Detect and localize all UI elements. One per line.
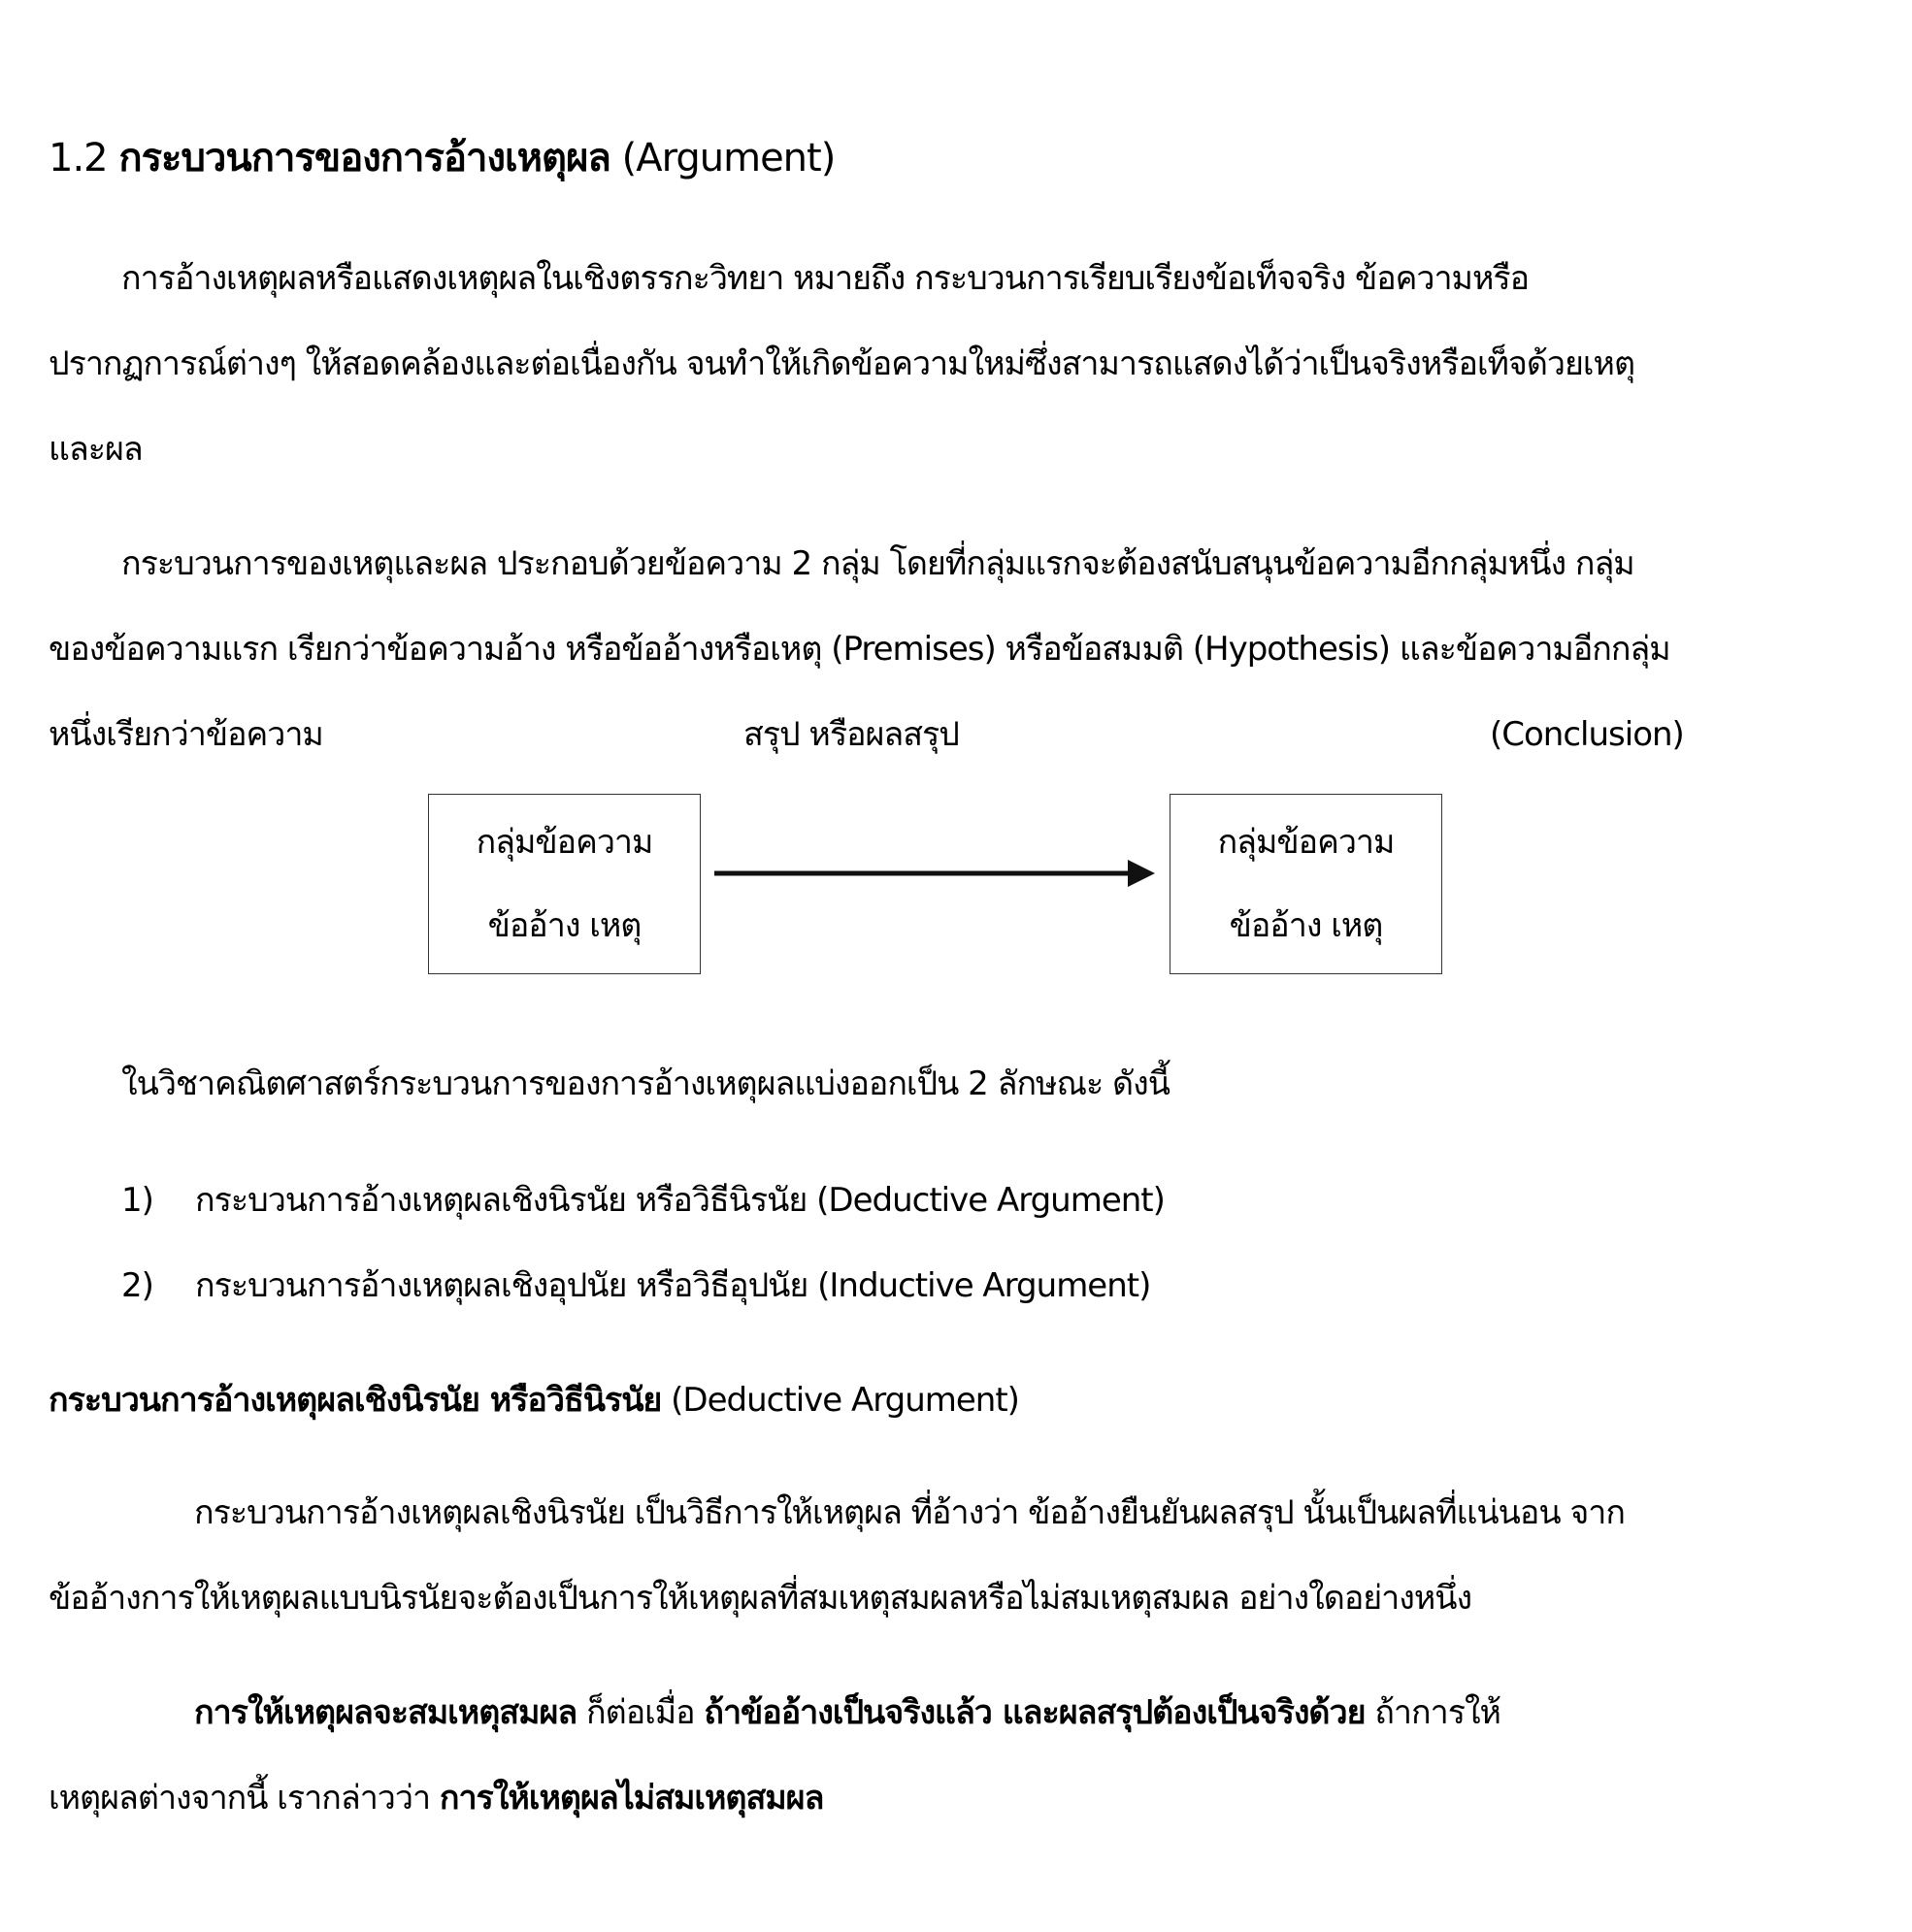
paragraph-5-line-2 [49, 1774, 823, 1822]
paragraph-4-line-2: ข้ออ้างการให้เหตุผลแบบนิรนัยจะต้องเป็นการให้เหตุผลที่สมเหตุสมผลหรือไม่สมเหตุสมผล อย่างใดอย่างหนึ่ง [49, 1579, 1472, 1618]
paragraph-1-line-2: ปรากฏการณ์ต่างๆ ให้สอดคล้องและต่อเนื่องกัน จนทำให้เกิดข้อความใหม่ซึ่งสามารถแสดงได้ว่าเป็นจริงหรือเท็จด้วยเหตุ [49, 344, 1635, 383]
subheading-thai: กระบวนการอ้างเหตุผลเชิงนิรนัย หรือวิธีนิรนัย [49, 1381, 662, 1420]
subheading-en: (Deductive Argument) [671, 1381, 1019, 1420]
valid-argument-definition: การให้เหตุผลจะสมเหตุสมผล [194, 1693, 577, 1732]
section-heading [49, 131, 835, 185]
lead-in-text: เหตุผลต่างจากนี้ เรากล่าวว่า [49, 1779, 440, 1817]
list-item [121, 1176, 1165, 1225]
section-title-en: (Argument) [621, 136, 836, 180]
paragraph-1-line-1: การอ้างเหตุผลหรือแสดงเหตุผลในเชิงตรรกะวิทยา หมายถึง กระบวนการเรียบเรียงข้อเท็จจริง ข้อความหรือ [121, 259, 1530, 298]
continuation-text: ถ้าการให้ [1365, 1693, 1500, 1732]
invalid-argument-term: การให้เหตุผลไม่สมเหตุสมผล [439, 1779, 824, 1817]
paragraph-5-line-1 [194, 1688, 1500, 1737]
list-marker: 1) [121, 1181, 153, 1220]
list-text: กระบวนการอ้างเหตุผลเชิงอุปนัย หรือวิธีอุปนัย (Inductive Argument) [195, 1266, 1151, 1305]
list-marker: 2) [121, 1266, 153, 1305]
validity-condition: ถ้าข้ออ้างเป็นจริงแล้ว และผลสรุปต้องเป็นจริงด้วย [704, 1693, 1366, 1732]
paragraph-1-line-3: และผล [49, 430, 143, 469]
premises-box-line-1: กลุ่มข้อความ [476, 823, 653, 862]
paragraph-2-line-3a: หนึ่งเรียกว่าข้อความ [49, 715, 323, 754]
conclusion-box [1170, 794, 1442, 974]
paragraph-4-line-1: กระบวนการอ้างเหตุผลเชิงนิรนัย เป็นวิธีการให้เหตุผล ที่อ้างว่า ข้ออ้างยืนยันผลสรุป นั้นเป็นผลที่แน่นอน จาก [194, 1493, 1625, 1532]
paragraph-2-line-1: กระบวนการของเหตุและผล ประกอบด้วยข้อความ 2 กลุ่ม โดยที่กลุ่มแรกจะต้องสนับสนุนข้อความอีกกลุ่มหนึ่ง กลุ่ม [121, 544, 1634, 583]
paragraph-3-line-1: ในวิชาคณิตศาสตร์กระบวนการของการอ้างเหตุผลแบ่งออกเป็น 2 ลักษณะ ดังนี้ [121, 1064, 1170, 1103]
connector-text: ก็ต่อเมื่อ [577, 1693, 705, 1732]
premises-box [428, 794, 701, 974]
premises-box-line-2: ข้ออ้าง เหตุ [487, 906, 642, 945]
section-title-thai: กระบวนการของการอ้างเหตุผล [118, 136, 610, 180]
paragraph-2-line-2: ของข้อความแรก เรียกว่าข้อความอ้าง หรือข้ออ้างหรือเหตุ (Premises) หรือข้อสมมติ (Hypothesis) และข้อความอีกกลุ่ม [49, 630, 1670, 669]
section-number: 1.2 [49, 136, 108, 180]
list-text: กระบวนการอ้างเหตุผลเชิงนิรนัย หรือวิธีนิรนัย (Deductive Argument) [195, 1181, 1165, 1220]
conclusion-box-line-2: ข้ออ้าง เหตุ [1229, 906, 1383, 945]
paragraph-2-line-3c: (Conclusion) [1490, 715, 1684, 754]
conclusion-box-line-1: กลุ่มข้อความ [1217, 823, 1395, 862]
paragraph-2-line-3b: สรุป หรือผลสรุป [743, 715, 959, 754]
subheading [49, 1376, 1019, 1424]
list-item [121, 1261, 1150, 1310]
arrow-right-icon [709, 854, 1165, 893]
